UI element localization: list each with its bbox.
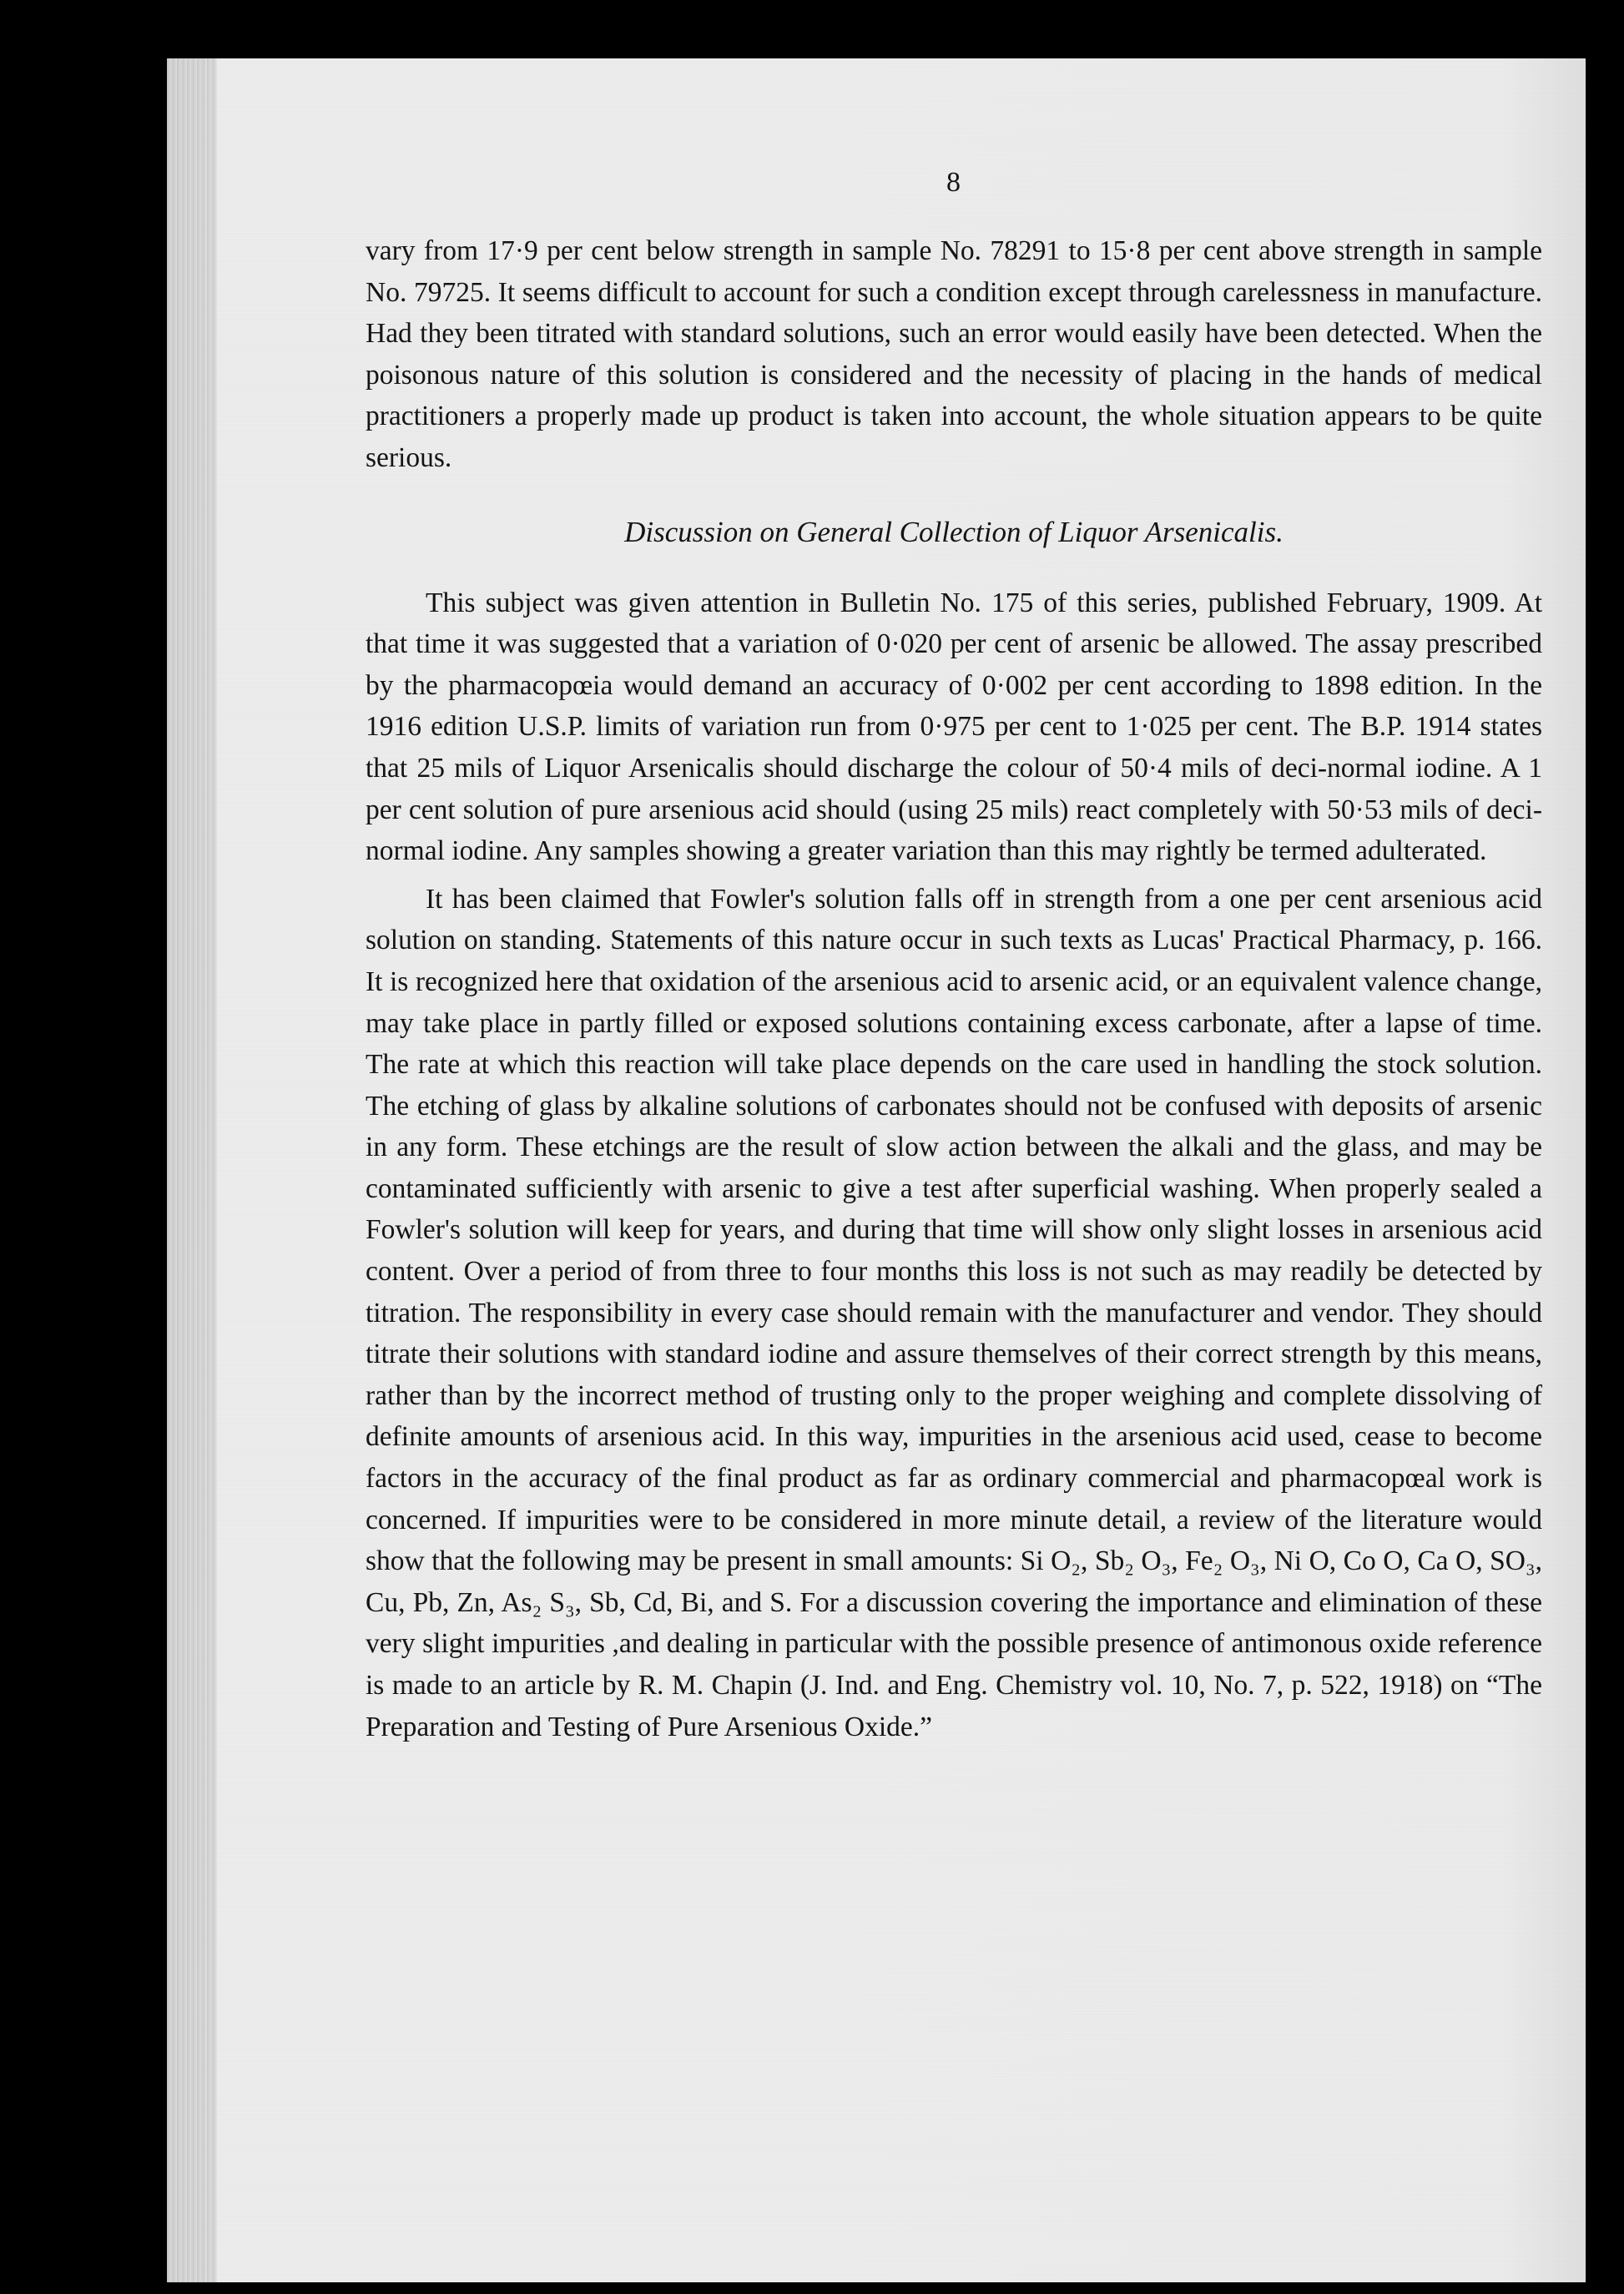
section-heading: Discussion on General Collection of Liquor Arsenicalis.: [624, 515, 1284, 548]
page-number: 8: [946, 167, 961, 198]
paragraph-spacer: [366, 872, 1542, 879]
page-content: [366, 167, 1542, 1747]
paragraph-bulletin-discussion: This subject was given attention in Bulletin No. 175 of this series, published February, 1909. At that time it was suggested that a variation of 0·020 per cent of arsenic be allowed. The assay prescribed by the pharmacopœia would demand an accuracy of 0·002 per cent according to 1898 edition. In the 1916 edition U.S.P. limits of variation run from 0·975 per cent to 1·025 per cent. The B.P. 1914 states that 25 mils of Liquor Arsenicalis should discharge the colour of 50·4 mils of deci-normal iodine. A 1 per cent solution of pure arsenious acid should (using 25 mils) react completely with 50·53 mils of deci-normal iodine. Any samples showing a greater variation than this may rightly be termed adulterated.: [366, 587, 1542, 867]
paragraph-continued: vary from 17·9 per cent below strength in sample No. 78291 to 15·8 per cent above strength in sample No. 79725. It seems difficult to account for such a condition except through carelessness in manufacture. Had they been titrated with standard solutions, such an error would easily have been detected. When the poisonous nature of this solution is considered and the necessity of placing in the hands of medical practitioners a properly made up product is taken into account, the whole situation appears to be quite serious.: [366, 235, 1542, 473]
paragraph-fowlers-solution: It has been claimed that Fowler's solution falls off in strength from a one per cent arsenious acid solution on standing. Statements of this nature occur in such texts as Lucas' Practical Pharmacy, p. 166. It is recognized here that oxidation of the arsenious acid to arsenic acid, or an equivalent valence change, may take place in partly filled or exposed solutions containing excess carbonate, after a lapse of time. The rate at which this reaction will take place depends on the care used in handling the stock solution. The etching of glass by alkaline solutions of carbonates should not be confused with deposits of arsenic in any form. These etchings are the result of slow action between the alkali and the glass, and may be contaminated sufficiently with arsenic to give a test after superficial washing. When properly sealed a Fowler's solution will keep for years, and during that time will show only slight losses in arsenious acid content. Over a period of from three to four months this loss is not such as may readily be detected by titration. The responsibility in every case should remain with the manufacturer and vendor. They should titrate their solutions with standard iodine and assure themselves of their correct strength by this means, rather than by the incorrect method of trusting only to the proper weighing and complete dissolving of definite amounts of arsenious acid. In this way, impurities in the arsenious acid used, cease to become factors in the accuracy of the final product as far as ordinary commercial and pharmacopœal work is concerned. If impurities were to be considered in more minute detail, a review of the literature would show that the following may be present in small amounts: Si O₂, Sb₂ O₃, Fe₂ O₃, Ni O, Co O, Ca O, SO₃, Cu, Pb, Zn, As₂ S₃, Sb, Cd, Bi, and S. For a discussion covering the importance and elimination of these very slight impurities ,and dealing in particular with the possible presence of antimonous oxide reference is made to an article by R. M. Chapin (J. Ind. and Eng. Chemistry vol. 10, No. 7, p. 522, 1918) on “The Preparation and Testing of Pure Arsenious Oxide.”: [366, 883, 1542, 1742]
page-binding-edge: [167, 58, 217, 2282]
